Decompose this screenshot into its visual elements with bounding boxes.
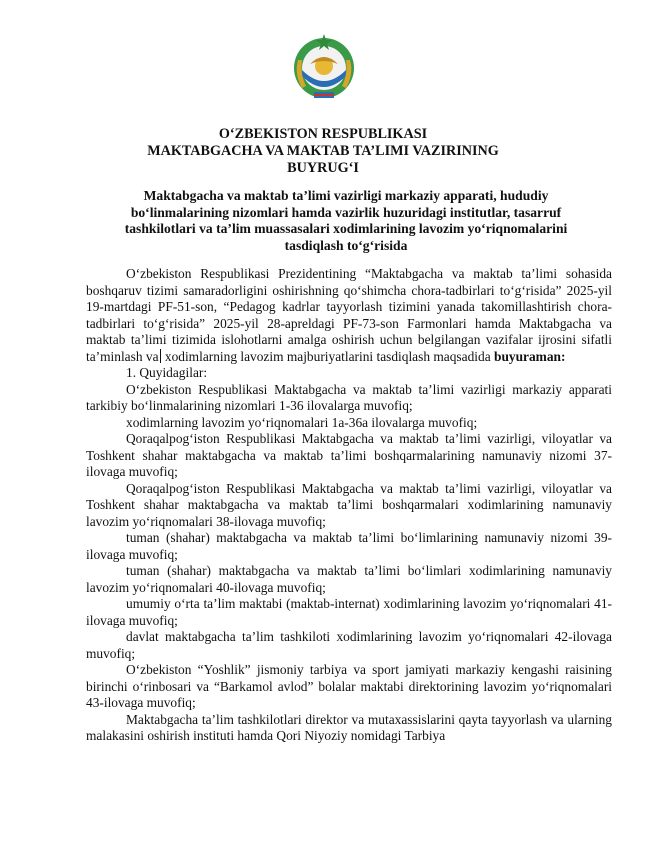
intro-paragraph [86, 266, 612, 365]
list-item: tuman (shahar) maktabgacha va maktab ta’limi bo‘limlarining namunaviy nizomi 39-ilovaga muvofiq; [86, 530, 612, 562]
decree-body [86, 266, 612, 745]
text-cursor [160, 349, 161, 363]
list-item: O‘zbekiston Respublikasi Maktabgacha va maktab ta’limi vazirligi markaziy apparati tarkibiy bo‘linmalarining nizomlari 1-36 ilovalarga muvofiq; [86, 381, 612, 413]
header-line-3: BUYRUG‘I [287, 160, 359, 176]
item-1-heading: 1. Quyidagilar: [126, 365, 208, 380]
list-item: umumiy o‘rta ta’lim maktabi (maktab-internat) xodimlarining lavozim yo‘riqnomalari 41-ilovaga muvofiq; [86, 596, 612, 628]
list-item: davlat maktabgacha ta’lim tashkiloti xodimlarining lavozim yo‘riqnomalari 42-ilovaga muvofiq; [86, 629, 612, 661]
intro-bold: buyuraman: [494, 348, 566, 364]
list-item: Qoraqalpog‘iston Respublikasi Maktabgacha va maktab ta’limi vazirligi, viloyatlar va Toshkent shahar maktabgacha va maktab ta’limi boshqarmalari xodimlarining namunaviy lavozim yo‘riqnomalari 38-ilovaga muvofiq; [86, 480, 612, 529]
intro-text-a: O‘zbekiston Respublikasi Prezidentining “Maktabgacha va maktab ta’limi sohasida boshqaruv tizimi samaradorligini oshirishning qo‘shimcha chora-tadbirlari to‘g‘risida” 2025-yil 19-martdagi PF-51-son, “Pedagog kadrlar tayyorlash tizimini yanada takomillashtirish chora-tadbirlari to‘g‘risida” 2025-yil 28-apreldagi PF-73-son Farmonlari hamda Maktabgacha va maktab ta’limi tizimida islohotlarni amalga oshirish uchun belgilangan vazifalar ijrosini sifatli ta’minlash va [86, 266, 612, 364]
list-item: Maktabgacha ta’lim tashkilotlari direktor va mutaxassislarini qayta tayyorlash va ularning malakasini oshirish instituti hamda Qori Niyoziy nomidagi Tarbiya [86, 711, 612, 743]
list-item: O‘zbekiston “Yoshlik” jismoniy tarbiya va sport jamiyati markaziy kengashi raisining birinchi o‘rinbosari va “Barkamol avlod” bolalar maktabi direktorining lavozim yo‘riqnomalari 43-ilovaga muvofiq; [86, 662, 612, 710]
state-emblem-icon [288, 30, 360, 102]
decree-header [0, 126, 646, 177]
intro-text-b: xodimlarning lavozim majburiyatlarini tasdiqlash maqsadida [164, 348, 491, 364]
decree-title: Maktabgacha va maktab ta’limi vazirligi markaziy apparati, hududiy bo‘linmalarining nizomlari hamda vazirlik huzuridagi institutlar, tasarruf tashkilotlari va ta’lim muassasalari xodimlarining lavozim yo‘riqnomalarini tasdiqlash to‘g‘risida [124, 188, 568, 253]
list-item: Qoraqalpog‘iston Respublikasi Maktabgacha va maktab ta’limi vazirligi, viloyatlar va Toshkent shahar maktabgacha va maktab ta’limi boshqarmalarining namunaviy nizomi 37-ilovaga muvofiq; [86, 431, 612, 479]
list-item: xodimlarning lavozim yo‘riqnomalari 1a-36a ilovalarga muvofiq; [126, 414, 478, 430]
header-line-2: MAKTABGACHA VA MAKTAB TA’LIMI VAZIRINING [147, 143, 499, 159]
header-line-1: O‘ZBEKISTON RESPUBLIKASI [218, 126, 428, 142]
list-item: tuman (shahar) maktabgacha va maktab ta’limi bo‘limlari xodimlarining namunaviy lavozim yo‘riqnomalari 40-ilovaga muvofiq; [86, 563, 612, 595]
